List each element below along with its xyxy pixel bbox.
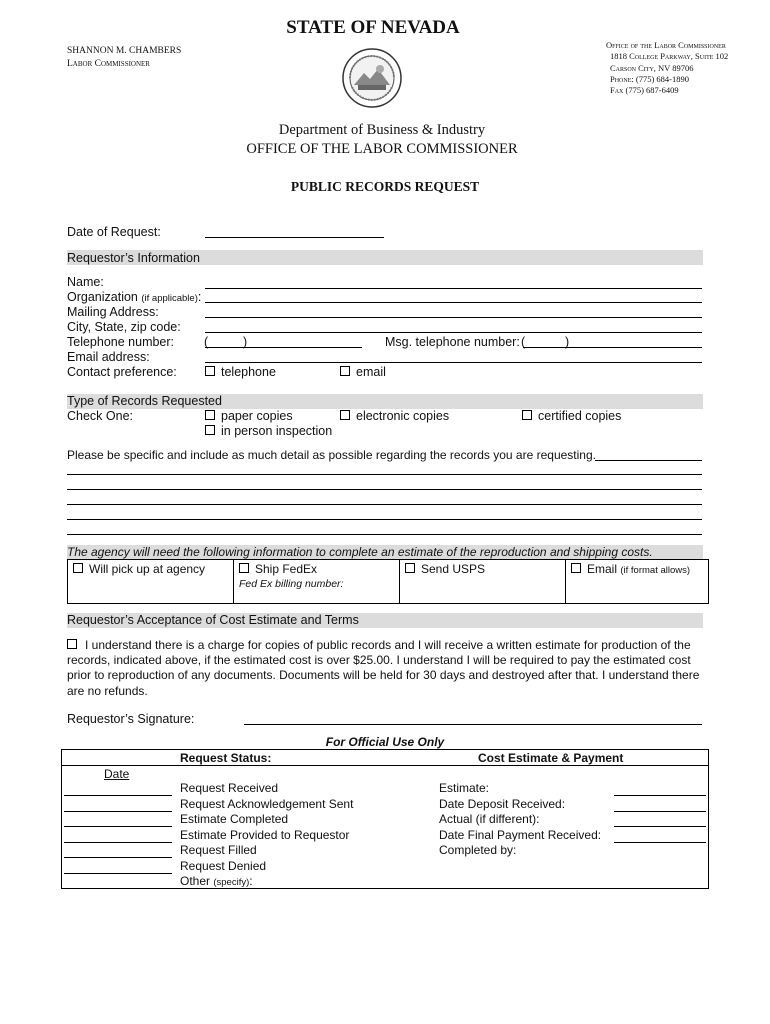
cost-value-line[interactable] xyxy=(614,811,706,812)
other-colon: : xyxy=(249,874,253,888)
status-date-line[interactable] xyxy=(64,842,172,843)
state-title: STATE OF NEVADA xyxy=(286,17,460,38)
in-person-text: in person inspection xyxy=(221,424,333,438)
checkbox-icon xyxy=(340,410,350,420)
date-of-request-label: Date of Request: xyxy=(67,225,161,239)
cost-value-line[interactable] xyxy=(614,795,706,796)
msg-telephone-area-close: ) xyxy=(565,335,570,349)
official-use-title: For Official Use Only xyxy=(325,735,445,749)
msg-telephone-area-open: ( xyxy=(521,335,526,349)
records-detail-line[interactable] xyxy=(67,474,702,475)
organization-colon: : xyxy=(197,290,202,304)
date-of-request-field[interactable] xyxy=(205,237,384,238)
cost-value-line[interactable] xyxy=(614,842,706,843)
cost-value-line[interactable] xyxy=(614,826,706,827)
fedex-billing-label: Fed Ex billing number: xyxy=(239,578,344,590)
status-date-line[interactable] xyxy=(64,795,172,796)
acceptance-line: are no refunds. xyxy=(67,683,148,698)
address-line: 1818 College Parkway, Suite 102 xyxy=(610,51,729,62)
signature-label: Requestor’s Signature: xyxy=(67,712,195,726)
status-item: Estimate Completed xyxy=(180,812,289,826)
address-line: Phone: (775) 684-1890 xyxy=(610,73,689,84)
certified-copies-checkbox[interactable] xyxy=(522,409,621,423)
address-line: Carson City, NV 89706 xyxy=(610,62,694,73)
usps-text: Send USPS xyxy=(421,562,486,576)
checkbox-icon xyxy=(205,410,215,420)
checkbox-icon xyxy=(571,563,581,573)
status-date-line[interactable] xyxy=(64,857,172,858)
checkbox-icon xyxy=(405,563,415,573)
requestor-section-title: Requestor’s Information xyxy=(67,251,200,265)
acceptance-line: prior to reproduction of any documents. Documents will be held for 30 days and destroyed after that. I understand there xyxy=(67,668,700,683)
cost-estimate-header: Cost Estimate & Payment xyxy=(478,751,624,765)
status-item: Estimate Provided to Requestor xyxy=(180,827,350,842)
msg-telephone-label: Msg. telephone number: xyxy=(385,335,520,349)
mailing-address-field[interactable] xyxy=(205,317,702,318)
status-item: Request Acknowledgement Sent xyxy=(180,796,354,811)
usps-option[interactable] xyxy=(400,560,566,604)
status-date-line[interactable] xyxy=(64,826,172,827)
acceptance-line xyxy=(67,638,707,653)
city-state-zip-label: City, State, zip code: xyxy=(67,320,181,334)
official-use-table xyxy=(61,749,709,889)
status-item: Request Denied xyxy=(180,858,267,873)
email-delivery-note: (if format allows) xyxy=(620,565,691,576)
paper-copies-text: paper copies xyxy=(221,409,293,423)
contact-telephone-text: telephone xyxy=(221,365,276,379)
pickup-option[interactable] xyxy=(68,560,234,604)
records-detail-line[interactable] xyxy=(67,489,702,490)
organization-text: Organization xyxy=(67,290,138,304)
msg-telephone-field[interactable] xyxy=(523,347,702,348)
acceptance-section-title: Requestor’s Acceptance of Cost Estimate and Terms xyxy=(67,613,359,627)
checkbox-icon xyxy=(522,410,532,420)
request-status-header: Request Status: xyxy=(180,751,272,765)
records-detail-line[interactable] xyxy=(67,519,702,520)
acceptance-text: I understand there is a charge for copies of public records and I will receive a written estimate for production of the xyxy=(85,638,691,652)
telephone-area-open: ( xyxy=(204,335,209,349)
check-one-label: Check One: xyxy=(67,409,134,423)
cost-item: Completed by: xyxy=(439,843,517,857)
organization-note: (if applicable) xyxy=(141,293,198,304)
official-header-rule xyxy=(62,765,708,766)
email-delivery-text: Email xyxy=(587,562,618,576)
shipping-options-table xyxy=(67,559,709,604)
name-field[interactable] xyxy=(205,288,702,289)
records-detail-line[interactable] xyxy=(67,504,702,505)
status-date-line[interactable] xyxy=(64,873,172,874)
acceptance-checkbox[interactable] xyxy=(67,639,77,649)
records-detail-line[interactable] xyxy=(67,534,702,535)
form-title: PUBLIC RECORDS REQUEST xyxy=(290,179,480,194)
certified-copies-text: certified copies xyxy=(538,409,622,423)
records-instruction: Please be specific and include as much detail as possible regarding the records you are requesting. xyxy=(67,448,596,462)
electronic-copies-checkbox[interactable] xyxy=(340,409,449,423)
other-text: Other xyxy=(180,874,211,888)
address-line: Office of the Labor Commissioner xyxy=(606,40,726,50)
paper-copies-checkbox[interactable] xyxy=(205,409,293,423)
pickup-text: Will pick up at agency xyxy=(89,562,206,576)
organization-label xyxy=(67,290,201,304)
cost-item: Date Deposit Received: xyxy=(439,796,566,811)
telephone-label: Telephone number: xyxy=(67,335,175,349)
records-section-title: Type of Records Requested xyxy=(67,394,222,408)
office-name: OFFICE OF THE LABOR COMMISSIONER xyxy=(246,141,518,157)
status-date-line[interactable] xyxy=(64,811,172,812)
address-line: Fax (775) 687-6409 xyxy=(610,85,679,96)
mailing-address-label: Mailing Address: xyxy=(67,305,159,319)
checkbox-icon xyxy=(205,425,215,435)
office-address-block xyxy=(606,40,728,96)
commissioner-name: SHANNON M. CHAMBERS xyxy=(67,46,182,56)
fedex-option[interactable] xyxy=(234,560,400,604)
checkbox-icon xyxy=(340,366,350,376)
name-label: Name: xyxy=(67,275,104,289)
state-seal-icon xyxy=(340,47,404,109)
cost-list xyxy=(439,781,601,859)
acceptance-line: records, indicated above, if the estimated cost is over $25.00. I understand I will be required to pay the estimated cost xyxy=(67,653,691,668)
telephone-field[interactable] xyxy=(205,347,362,348)
contact-email-checkbox[interactable] xyxy=(340,365,386,379)
email-label: Email address: xyxy=(67,350,150,364)
organization-field[interactable] xyxy=(205,302,702,303)
email-field[interactable] xyxy=(205,362,702,363)
contact-telephone-checkbox[interactable] xyxy=(205,365,276,379)
acceptance-terms xyxy=(67,638,707,699)
contact-preference-label: Contact preference: xyxy=(67,365,177,379)
cost-item: Estimate: xyxy=(439,781,490,795)
contact-email-text: email xyxy=(356,365,386,379)
checkbox-icon xyxy=(205,366,215,376)
cost-item: Date Final Payment Received: xyxy=(439,827,602,842)
shipping-notice: The agency will need the following information to complete an estimate of the reproduction and shipping costs. xyxy=(67,545,653,559)
cost-item: Actual (if different): xyxy=(439,812,540,826)
in-person-checkbox[interactable] xyxy=(205,424,332,438)
records-detail-line[interactable] xyxy=(595,460,702,461)
checkbox-icon xyxy=(239,563,249,573)
status-list xyxy=(180,781,353,891)
email-delivery-option[interactable] xyxy=(566,560,709,604)
signature-field[interactable] xyxy=(244,724,702,725)
status-item: Request Filled xyxy=(180,843,257,857)
telephone-area-close: ) xyxy=(243,335,248,349)
fedex-text: Ship FedEx xyxy=(255,562,318,576)
commissioner-title: Labor Commissioner xyxy=(67,59,150,69)
city-state-zip-field[interactable] xyxy=(205,332,702,333)
other-note: (specify) xyxy=(213,877,250,888)
checkbox-icon xyxy=(73,563,83,573)
electronic-copies-text: electronic copies xyxy=(356,409,450,423)
status-item-other xyxy=(180,874,353,891)
status-item: Request Received xyxy=(180,781,279,795)
date-column-label: Date xyxy=(104,767,130,781)
department-name: Department of Business & Industry xyxy=(278,122,486,138)
